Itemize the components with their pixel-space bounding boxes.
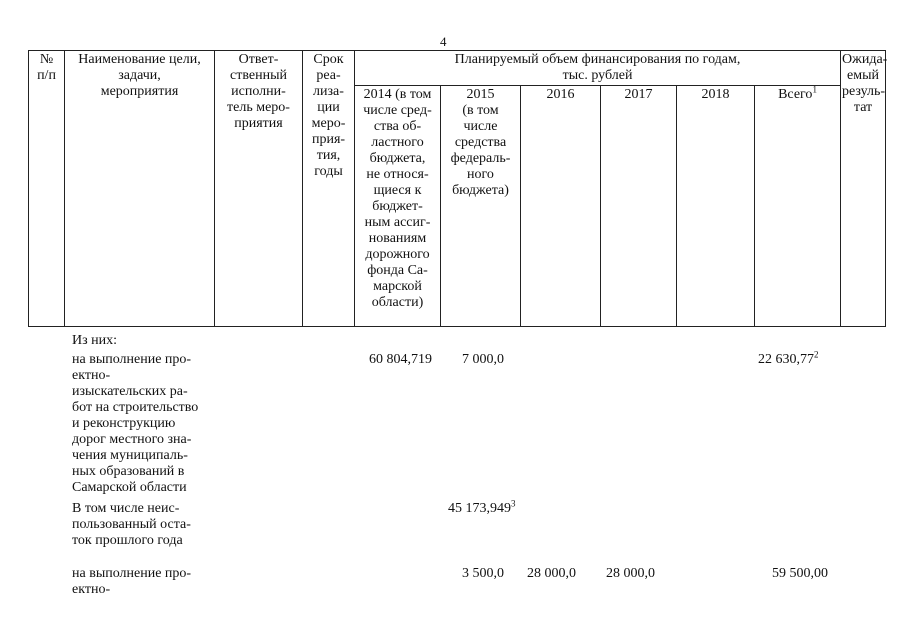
total-footnote-mark: 1 (812, 84, 817, 95)
row1-value-2015: 7 000,0 (462, 352, 504, 367)
row3-value-2017: 28 000,0 (606, 566, 655, 581)
row1-total-footnote-mark: 2 (814, 349, 819, 360)
row1-value-2014: 60 804,719 (369, 352, 432, 367)
row3-value-2015: 3 500,0 (462, 566, 504, 581)
row1-total (758, 349, 819, 368)
col-header-name: Наименование цели, задачи, мероприятия (65, 51, 215, 327)
page-number: 4 (440, 34, 447, 49)
row2-value-2015-number: 45 173,949 (448, 501, 511, 516)
row2-description: В том числе неис- пользованный оста- ток прошлого года (72, 501, 191, 548)
header-table (28, 50, 886, 327)
row3-value-2016: 28 000,0 (527, 566, 576, 581)
col-header-year-2017: 2017 (601, 86, 677, 327)
row2-value-2015 (448, 498, 516, 517)
row1-total-value: 22 630,77 (758, 352, 814, 367)
col-header-expected-result: Ожида- емый резуль- тат (841, 51, 886, 327)
col-header-planned-funding: Планируемый объем финансирования по годам, тыс. рублей (355, 51, 841, 86)
col-header-num: № п/п (29, 51, 65, 327)
total-label: Всего (778, 87, 813, 102)
col-header-year-2016: 2016 (521, 86, 601, 327)
row1-description: на выполнение про- ектно- изыскательских ра- бот на строительство и реконструкцию дорог местного зна- чения муниципаль- ных образований в Самарской области (72, 352, 199, 495)
col-header-term: Срок реа- лиза- ции меро- прия- тия, годы (303, 51, 355, 327)
row3-description: на выполнение про- ектно- (72, 566, 192, 597)
row3-total: 59 500,00 (772, 566, 828, 581)
col-header-total (755, 86, 841, 327)
col-header-responsible: Ответ- ственный исполни- тель меро- приятия (215, 51, 303, 327)
row2-footnote-mark: 3 (511, 498, 516, 509)
col-header-year-2014: 2014 (в том числе сред- ства об- ластного бюджета, не относя- щиеся к бюджет- ным ассиг- нованиям дорожного фонда Са- марской области) (355, 86, 441, 327)
row-of-them-label: Из них: (72, 333, 118, 348)
col-header-year-2015: 2015 (в том числе средства федераль- ного бюджета) (441, 86, 521, 327)
col-header-year-2018: 2018 (677, 86, 755, 327)
